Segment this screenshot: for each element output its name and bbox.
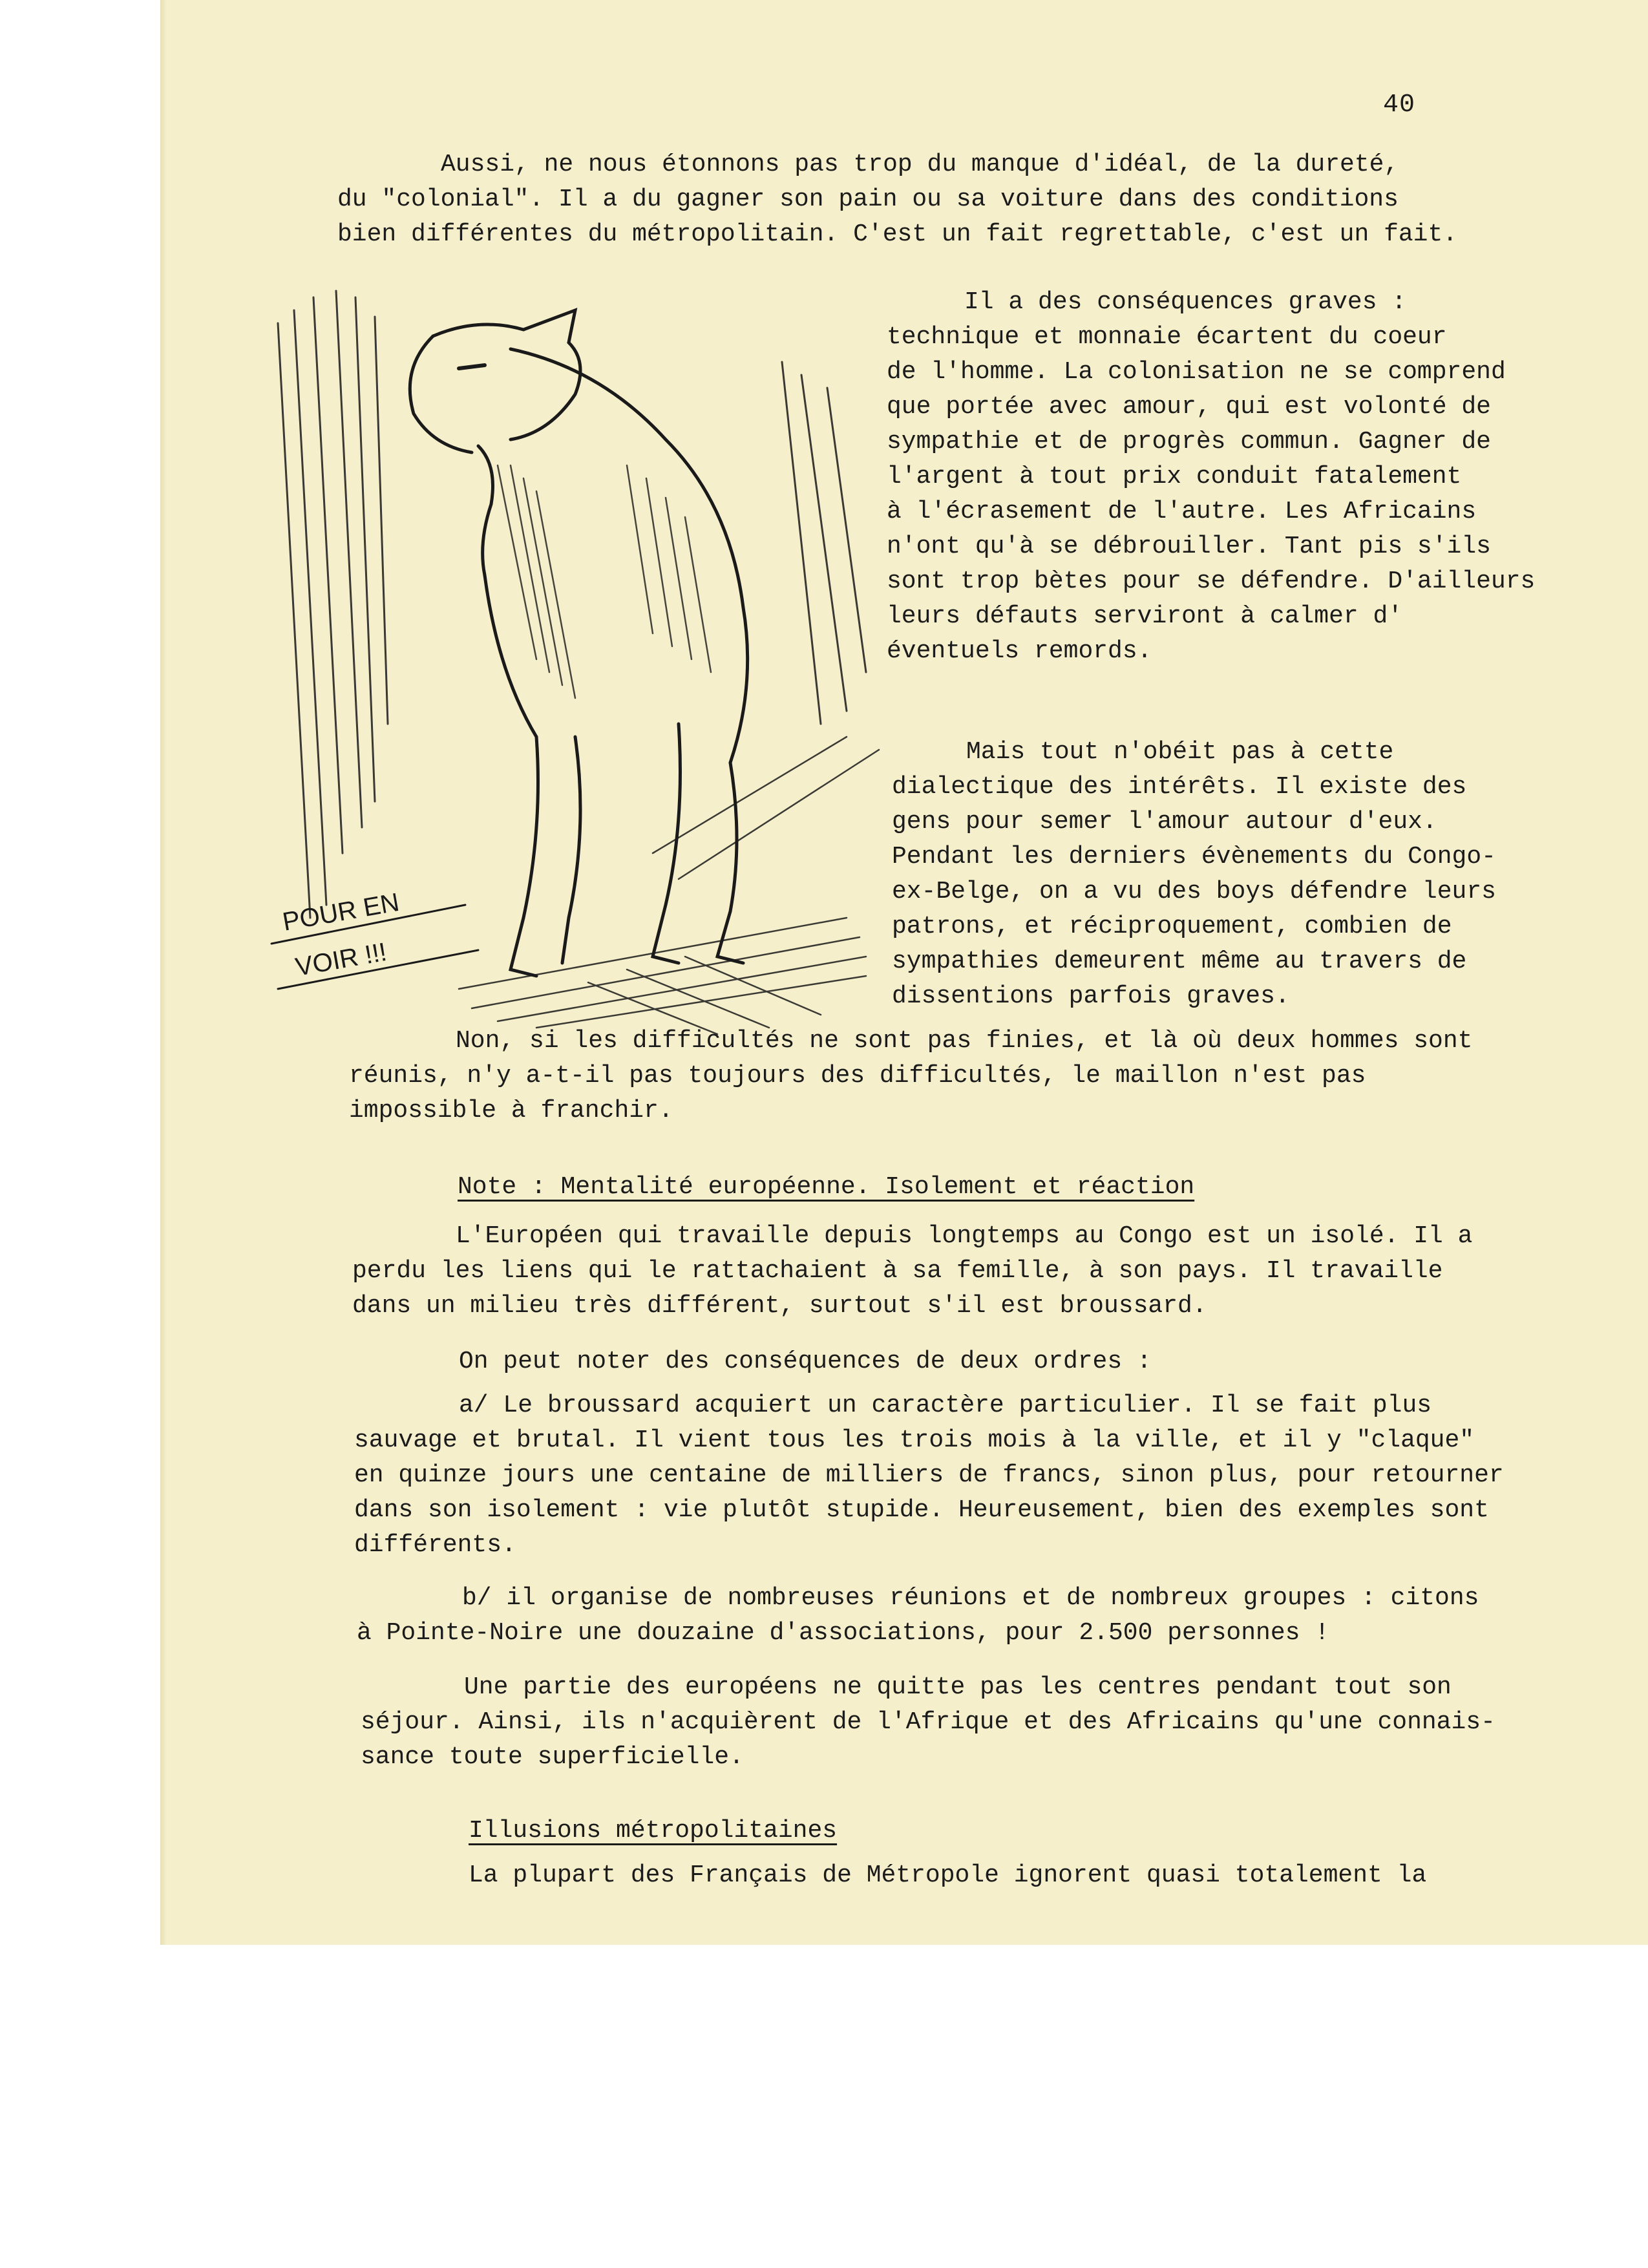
text-line: b/ il organise de nombreuses réunions et de nombreux groupes : citons xyxy=(462,1584,1479,1612)
text-line: sympathies demeurent même au travers de xyxy=(892,948,1467,975)
text-line: a/ Le broussard acquiert un caractère particulier. Il se fait plus xyxy=(459,1392,1432,1419)
text-line: n'ont qu'à se débrouiller. Tant pis s'ils xyxy=(887,533,1491,560)
text-line: perdu les liens qui le rattachaient à sa femille, à son pays. Il travaille xyxy=(352,1257,1443,1285)
text-line: Aussi, ne nous étonnons pas trop du manque d'idéal, de la dureté, xyxy=(441,151,1399,178)
text-line: Il a des conséquences graves : xyxy=(964,288,1407,316)
dog-illustration xyxy=(265,271,885,1041)
text-line: dialectique des intérêts. Il existe des xyxy=(892,773,1467,801)
text-line: différents. xyxy=(354,1531,516,1559)
text-line: réunis, n'y a-t-il pas toujours des difficultés, le maillon n'est pas xyxy=(349,1062,1366,1090)
note-heading-text: Note : Mentalité européenne. Isolement et réaction xyxy=(458,1173,1195,1201)
text-line: gens pour semer l'amour autour d'eux. xyxy=(892,808,1437,836)
text-line: leurs défauts serviront à calmer d' xyxy=(887,602,1403,630)
after-illustration-paragraph xyxy=(349,1024,1472,1129)
right-column-paragraph-2 xyxy=(892,735,1496,1014)
section-heading-text: Illusions métropolitaines xyxy=(469,1817,838,1845)
text-line: Pendant les derniers évènements du Congo- xyxy=(892,843,1496,871)
text-line: impossible à franchir. xyxy=(349,1097,673,1125)
text-line: sance toute superficielle. xyxy=(361,1743,744,1771)
text-line: L'Européen qui travaille depuis longtemps au Congo est un isolé. Il a xyxy=(456,1222,1473,1250)
text-line: à Pointe-Noire une douzaine d'associations, pour 2.500 personnes ! xyxy=(357,1619,1330,1647)
text-line: dans un milieu très différent, surtout s'il est broussard. xyxy=(352,1292,1207,1320)
right-column-paragraph-1 xyxy=(887,285,1535,669)
text-line: dans son isolement : vie plutôt stupide. Heureusement, bien des exemples sont xyxy=(354,1496,1489,1524)
text-line: de l'homme. La colonisation ne se comprend xyxy=(887,358,1506,386)
section-heading xyxy=(469,1814,837,1849)
section-paragraph xyxy=(469,1858,1426,1893)
text-line: que portée avec amour, qui est volonté de xyxy=(887,393,1491,421)
text-line: ex-Belge, on a vu des boys défendre leurs xyxy=(892,878,1496,906)
text-line: patrons, et réciproquement, combien de xyxy=(892,913,1452,940)
text-line: Non, si les difficultés ne sont pas finies, et là où deux hommes sont xyxy=(456,1027,1473,1055)
text-line: à l'écrasement de l'autre. Les Africains xyxy=(887,498,1477,525)
illustration-caption-line: VOIR !!! xyxy=(293,937,389,982)
text-line: en quinze jours une centaine de milliers de francs, sinon plus, pour retourner xyxy=(354,1461,1504,1489)
note-paragraph-2 xyxy=(459,1344,1152,1379)
note-paragraph-3 xyxy=(361,1670,1495,1775)
text-line: du "colonial". Il a du gagner son pain ou sa voiture dans des conditions xyxy=(337,185,1399,213)
text-line: séjour. Ainsi, ils n'acquièrent de l'Afrique et des Africains qu'une connais- xyxy=(361,1708,1495,1736)
text-line: sont trop bètes pour se défendre. D'ailleurs xyxy=(887,567,1536,595)
text-line: éventuels remords. xyxy=(887,637,1152,665)
intro-paragraph xyxy=(337,147,1457,252)
text-line: On peut noter des conséquences de deux ordres : xyxy=(459,1348,1152,1375)
text-line: l'argent à tout prix conduit fatalement xyxy=(887,463,1462,491)
note-paragraph-1 xyxy=(352,1219,1472,1324)
text-line: Mais tout n'obéit pas à cette xyxy=(966,738,1394,766)
point-a-paragraph xyxy=(354,1388,1504,1563)
text-line: dissentions parfois graves. xyxy=(892,982,1290,1010)
page-number: 40 xyxy=(1383,90,1416,120)
illustration-caption-line: POUR EN xyxy=(280,887,402,937)
text-line: technique et monnaie écartent du coeur xyxy=(887,323,1447,351)
text-line: Une partie des européens ne quitte pas les centres pendant tout son xyxy=(464,1673,1452,1701)
note-heading xyxy=(458,1170,1194,1205)
paper-edge xyxy=(160,0,167,1945)
text-line: La plupart des Français de Métropole ignorent quasi totalement la xyxy=(469,1861,1427,1889)
text-line: bien différentes du métropolitain. C'est un fait regrettable, c'est un fait. xyxy=(337,220,1458,248)
text-line: sympathie et de progrès commun. Gagner de xyxy=(887,428,1491,456)
text-line: sauvage et brutal. Il vient tous les trois mois à la ville, et il y "claque" xyxy=(354,1426,1475,1454)
point-b-paragraph xyxy=(357,1581,1479,1651)
